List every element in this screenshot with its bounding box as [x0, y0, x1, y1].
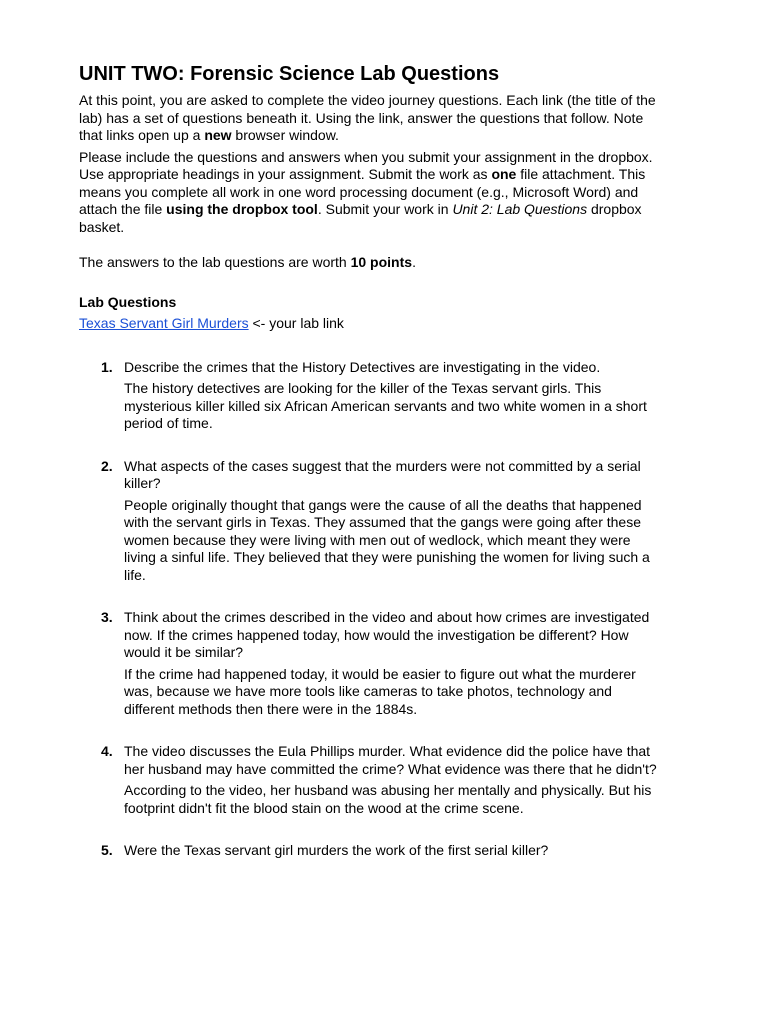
- lab-questions-heading: Lab Questions: [79, 293, 177, 310]
- answer-text: The history detectives are looking for the killer of the Texas servant girls. This mysterious killer killed six African American servants and two white women in a short period of time.: [124, 380, 647, 431]
- intro-paragraph: At this point, you are asked to complete the video journey questions. Each link (the title of the lab) has a set of questions beneath it. Using the link, answer the questions that follow. Note that links open up a new browser window.: [79, 92, 656, 143]
- list-item: [79, 609, 659, 718]
- instructions-paragraph: Please include the questions and answers when you submit your assignment in the dropbox. Use appropriate headings in your assignment. Submit the work as one file attachment. This means you complete all work in one word processing document (e.g., Microsoft Word) and attach the file using the dropbox tool. Submit your work in Unit 2: Lab Questions dropbox basket.: [79, 148, 653, 235]
- lab-link-line: [79, 315, 659, 333]
- answer-text: People originally thought that gangs were the cause of all the deaths that happened with the servant girls in Texas. They assumed that the gangs were going after these women because they were living with men out of wedlock, which meant they were living a sinful life. They believed that they were punishing the women for living such a life.: [124, 496, 650, 583]
- question-text: Think about the crimes described in the video and about how crimes are investigated now. If the crimes happened today, how would the investigation be different? How would it be similar?: [124, 609, 650, 660]
- question-number: 1.: [101, 358, 113, 375]
- answer-text: If the crime had happened today, it would be easier to figure out what the murderer was, because we have more tools like cameras to take photos, technology and different methods then there were in the 1884s.: [124, 665, 636, 717]
- lab-link-suffix: <- your lab link: [248, 315, 344, 331]
- list-item: [79, 842, 659, 860]
- question-number: 5.: [101, 842, 113, 858]
- list-item: [79, 359, 659, 433]
- question-text: The video discusses the Eula Phillips murder. What evidence did the police have that her husband may have committed the crime? What evidence was there that he didn't?: [124, 743, 657, 777]
- question-text: What aspects of the cases suggest that the murders were not committed by a serial killer?: [124, 457, 641, 491]
- question-number: 2.: [101, 457, 113, 474]
- lab-link[interactable]: Texas Servant Girl Murders: [79, 315, 249, 331]
- question-text: Were the Texas servant girl murders the work of the first serial killer?: [124, 842, 549, 858]
- question-list: [79, 359, 659, 860]
- question-text: Describe the crimes that the History Detectives are investigating in the video.: [124, 358, 601, 375]
- question-number: 4.: [101, 743, 113, 759]
- answer-text: According to the video, her husband was abusing her mentally and physically. But his footprint didn't fit the blood stain on the wood at the crime scene.: [124, 782, 652, 816]
- question-number: 3.: [101, 609, 113, 625]
- list-item: [79, 458, 659, 585]
- points-paragraph: The answers to the lab questions are worth 10 points.: [79, 254, 416, 270]
- page-title: UNIT TWO: Forensic Science Lab Questions: [79, 63, 500, 85]
- document-page: [79, 62, 659, 885]
- list-item: [79, 743, 659, 817]
